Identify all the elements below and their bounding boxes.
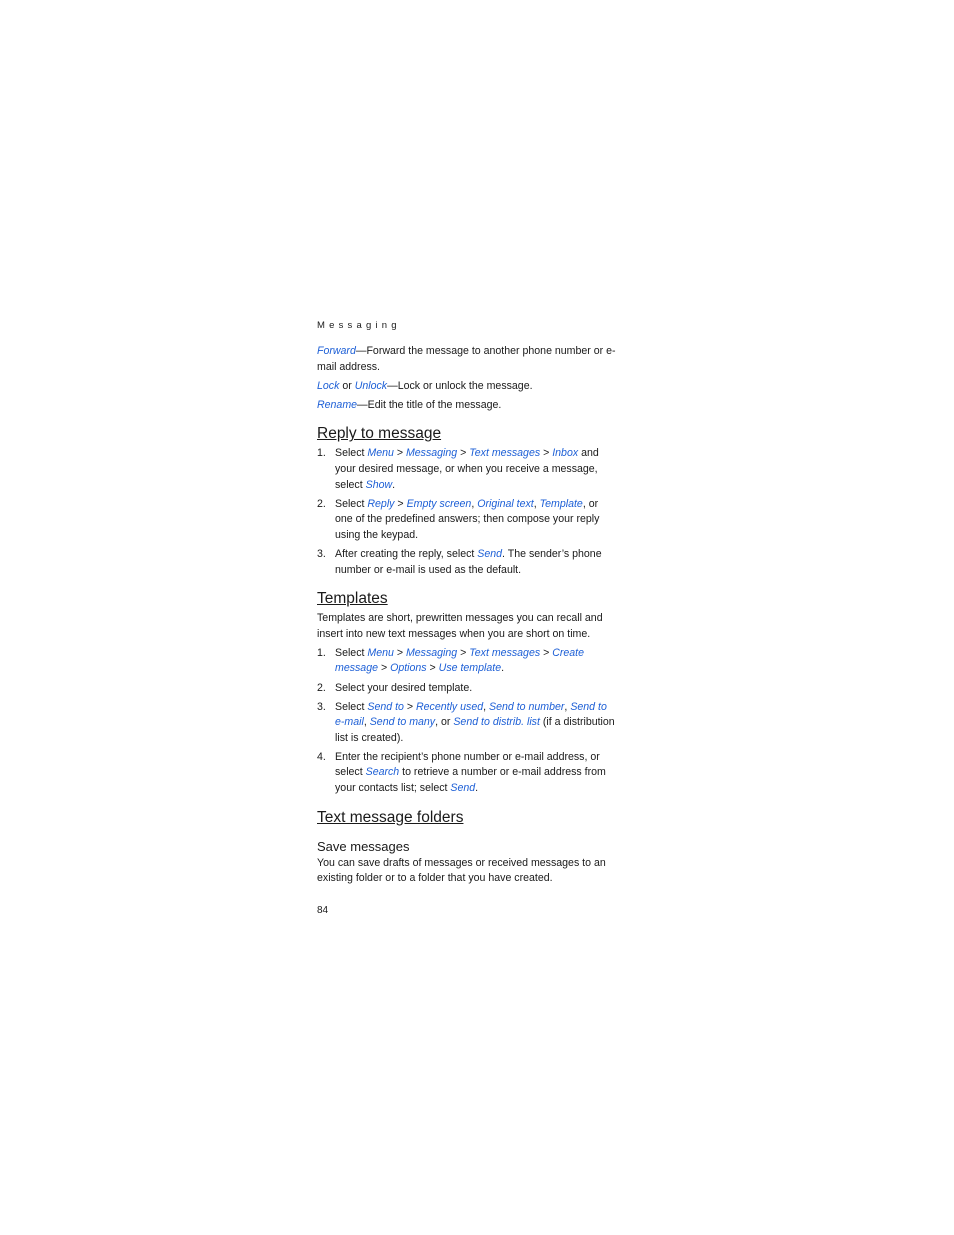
forward-link[interactable]: Forward	[317, 345, 356, 357]
step-text: Select	[335, 700, 368, 713]
step-text: Select your desired template.	[335, 681, 473, 694]
step-text: Enter the recipient’s phone number or e-mail address, or select	[335, 750, 600, 779]
menu-path-link[interactable]: Send to distrib. list	[453, 716, 540, 729]
step-text: , or	[435, 716, 454, 729]
step-text: >	[403, 700, 416, 713]
step-text: >	[457, 646, 470, 659]
step-text: >	[426, 662, 439, 675]
list-item	[317, 446, 617, 493]
step-text: Select	[335, 497, 368, 510]
menu-path-link[interactable]: Use template	[438, 662, 502, 675]
reply-steps	[317, 446, 617, 578]
menu-path-link[interactable]: Create message	[335, 646, 585, 675]
menu-path-link[interactable]: Options	[390, 662, 427, 675]
menu-path-link[interactable]: Send to e-mail	[335, 700, 607, 729]
step-number: 4.	[317, 750, 326, 763]
step-text: ,	[363, 716, 370, 729]
option-forward: Forward—Forward the message to another phone number or e-mail address.	[317, 345, 616, 373]
menu-path-link[interactable]: Empty screen	[406, 497, 472, 510]
step-text: and your desired message, or when you receive a message, select	[335, 447, 599, 491]
menu-path-link[interactable]: Template	[539, 497, 583, 510]
step-number: 2.	[317, 497, 326, 510]
step-text: After creating the reply, select	[335, 547, 478, 560]
menu-path-link[interactable]: Send to	[367, 700, 404, 713]
step-text: >	[457, 447, 470, 460]
list-item	[317, 547, 617, 578]
menu-path-link[interactable]: Send to number	[489, 700, 565, 713]
step-text: ,	[564, 700, 571, 713]
menu-path-link[interactable]: Reply	[367, 497, 395, 510]
step-text: >	[393, 447, 406, 460]
step-text: >	[378, 662, 391, 675]
step-text: .	[475, 782, 479, 795]
menu-path-link[interactable]: Menu	[367, 646, 394, 659]
save-messages-body: You can save drafts of messages or received messages to an existing folder or to a folder that you have created.	[317, 856, 606, 885]
step-text: Select	[335, 646, 368, 659]
reply-heading: Reply to message	[317, 425, 442, 443]
step-text: , or one of the predefined answers; then compose your reply using the keypad.	[335, 497, 600, 541]
step-text: ,	[533, 497, 540, 510]
lock-link[interactable]: Lock	[317, 379, 340, 392]
list-item	[317, 497, 617, 544]
menu-path-link[interactable]: Text messages	[469, 447, 541, 460]
manual-page	[317, 318, 617, 918]
step-text: .	[392, 478, 396, 491]
running-head: Messaging	[317, 320, 401, 331]
templates-intro: Templates are short, prewritten messages you can recall and insert into new text messages when you are short on time.	[317, 612, 603, 640]
step-text: ,	[483, 700, 490, 713]
templates-steps	[317, 646, 617, 797]
menu-path-link[interactable]: Messaging	[405, 646, 458, 659]
step-number: 1.	[317, 646, 326, 659]
option-rename: Rename—Edit the title of the message.	[317, 398, 502, 411]
menu-path-link[interactable]: Inbox	[552, 447, 579, 460]
step-text: .	[501, 662, 505, 675]
menu-path-link[interactable]: Original text	[477, 497, 534, 510]
menu-path-link[interactable]: Send	[450, 782, 476, 795]
step-text: >	[394, 497, 407, 510]
step-number: 2.	[317, 681, 326, 694]
menu-path-link[interactable]: Recently used	[416, 700, 484, 713]
list-item	[317, 700, 617, 747]
menu-path-link[interactable]: Show	[365, 478, 393, 491]
step-number: 3.	[317, 547, 326, 560]
menu-path-link[interactable]: Text messages	[469, 646, 541, 659]
folders-heading: Text message folders	[317, 808, 464, 826]
list-item	[317, 681, 617, 697]
step-text: . The sender’s phone number or e-mail is used as the default.	[335, 547, 602, 576]
step-text: >	[393, 646, 406, 659]
step-text: to retrieve a number or e-mail address from your contacts list; select	[335, 766, 606, 795]
step-text: >	[540, 646, 553, 659]
templates-heading: Templates	[317, 590, 388, 608]
menu-path-link[interactable]: Send to many	[369, 716, 436, 729]
save-messages-subheading: Save messages	[317, 838, 410, 854]
option-lock-unlock: Lock or Unlock—Lock or unlock the message.	[317, 379, 533, 392]
step-text: >	[540, 447, 553, 460]
step-number: 1.	[317, 447, 326, 460]
page-number: 84	[317, 904, 329, 916]
menu-path-link[interactable]: Messaging	[405, 447, 458, 460]
list-item	[317, 646, 617, 677]
unlock-link[interactable]: Unlock	[354, 379, 388, 392]
rename-link[interactable]: Rename	[317, 398, 358, 411]
step-text: (if a distribution list is created).	[335, 716, 615, 744]
step-text: ,	[471, 497, 478, 510]
menu-path-link[interactable]: Send	[477, 547, 503, 560]
menu-path-link[interactable]: Menu	[367, 447, 394, 460]
step-text: Select	[335, 447, 368, 460]
list-item	[317, 750, 617, 797]
step-number: 3.	[317, 700, 326, 713]
menu-path-link[interactable]: Search	[365, 766, 400, 779]
